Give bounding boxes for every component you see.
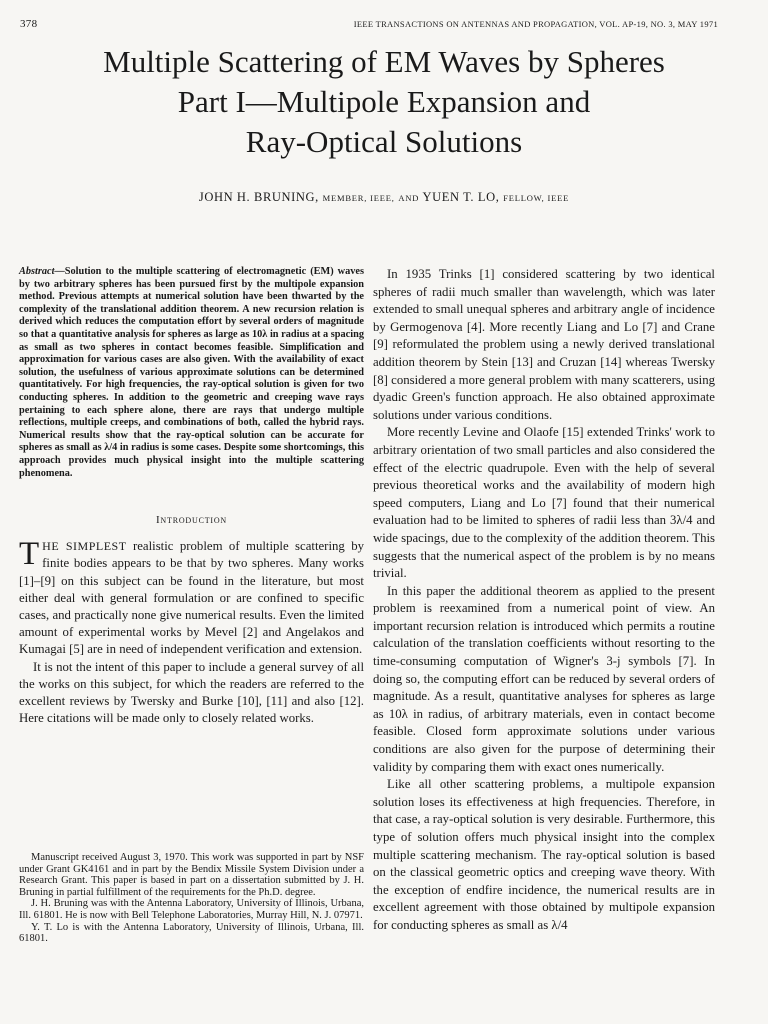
drop-cap: T xyxy=(19,536,40,573)
author-1-grade: MEMBER, IEEE, xyxy=(322,193,395,203)
left-column xyxy=(19,266,364,727)
footnote-bruning: J. H. Bruning was with the Antenna Laboratory, University of Illinois, Urbana, Ill. 61801. He is now with Bell Telephone Laboratories, Murray Hill, N. J. 07971. xyxy=(19,898,364,921)
running-header xyxy=(20,18,718,32)
title-line-3: Ray-Optical Solutions xyxy=(245,124,523,159)
author-1-name: JOHN H. BRUNING, xyxy=(198,190,319,204)
paper-title xyxy=(20,42,748,162)
right-paragraph-4: Like all other scattering problems, a multipole expansion solution loses its effectiveness at high frequencies. Therefore, in that case, a ray-optical solution is very desirable. Furthermore, this type of solution offers much physical insight into the complex multiple scattering mechanism. The ray-optical solution is based on the classical geometric optics and creeping wave theory. With the exception of endfire incidence, the numerical results are in excellent agreement with those obtained by multipole expansion for conducting spheres as small as λ/4 xyxy=(373,777,715,932)
footnotes xyxy=(19,852,364,945)
right-paragraph-2: More recently Levine and Olaofe [15] extended Trinks' work to arbitrary orientation of two small particles and also considered the effect of the electric quadrupole. Even with the help of several previous theoretical works and the availability of modern high speed computers, Liang and Lo [7] found that their numerical evaluation had to be limited to spheres of radii less than 3λ/4 and wide spacings, due to the complexity of the addition theorem. This suggests that the numerical aspect of the problem is by no means trivial. xyxy=(373,425,715,581)
intro-paragraph-2: It is not the intent of this paper to include a general survey of all the works on this subject, for which the readers are referred to the excellent reviews by Twersky and Burke [10], [11] and also [12]. Here citations will be made only to closely related works. xyxy=(19,659,364,726)
journal-citation: IEEE TRANSACTIONS ON ANTENNAS AND PROPAGATION, VOL. AP-19, NO. 3, MAY 1971 xyxy=(353,19,718,29)
right-paragraph-3: In this paper the additional theorem as applied to the present problem is reexamined from a numerical point of view. An important recursion relation is introduced which permits a routine calculation of the translation coefficients without resorting to the time-consuming computation of Wigner's 3-j symbols [7]. In doing so, the computing effort can be reduced by several orders of magnitude. As a result, quantitative analyses for spheres as large as 10λ in radius, of arbitrary materials, even in contact become feasible. Closed form approximate solutions under various conditions are also given for the purpose of determining their validity by comparing them with exact ones numerically. xyxy=(373,583,715,774)
title-line-2: Part I—Multipole Expansion and xyxy=(177,84,591,119)
footnote-lo: Y. T. Lo is with the Antenna Laboratory, University of Illinois, Urbana, Ill. 61801. xyxy=(19,921,364,945)
section-heading-introduction: Introduction xyxy=(155,514,228,527)
abstract-lead: Abstract— xyxy=(19,266,65,277)
abstract-text: Solution to the multiple scattering of electromagnetic (EM) waves by two arbitrary spheres has been pursued first by the multipole expansion method. Previous attempts at numerical solution have been thwarted by the complexity of the translational addition theorem. A new recursion relation is derived which reduces the computation effort by several orders of magnitude so that a quantitative analysis for spheres as large as 10λ in radius at a spacing as small as two spheres in contact becomes feasible. Simplification and approximation for various cases are also given. With the availability of exact solution, the usefulness of various approximate solutions can be determined quantitatively. For high frequencies, the ray-optical solution is given for two conducting spheres. In addition to the geometric and creeping wave rays pertaining to each sphere alone, there are rays that undergo multiple reflections, multiple creeps, and combinations of both, called the hybrid rays. Numerical results show that the ray-optical solution can be accurate for spheres as small as λ/4 in radius is some cases. Despite some shortcomings, this approach provides much physical insight into the multiple scattering phenomena. xyxy=(19,266,364,479)
page-number: 378 xyxy=(20,18,38,30)
right-paragraph-1: In 1935 Trinks [1] considered scattering by two identical spheres of radii much smaller than wavelength, which was later extended to small unequal spheres and arbitrary angle of incidence by Germogenova [4]. More recently Liang and Lo [7] and Crane [9] reformulated the problem using a newly derived translational addition theorem by Stein [13] and Cruzan [14] whereas Twersky [8] considered a more general problem with many scatterers, using dyadic Green's function approach. He also obtained approximate solutions under various conditions. xyxy=(373,267,715,422)
intro-paragraph-1-text: realistic problem of multiple scattering by finite bodies appears to be that by two spheres. Many works [1]–[9] on this subject can be found in the literature, but most either deal with general formulation or are confined to specific cases, and practically none give numerical results. Even the limited amount of experimental works by Mevel [2] and Angelakos and Kumagai [5] are in need of independent verification and extension. xyxy=(19,539,364,657)
footnote-manuscript: Manuscript received August 3, 1970. This work was supported in part by NSF under Grant GK4161 and in part by the Bendix Missile System Division under a Research Grant. This paper is based in part on a dissertation submitted by J. H. Bruning in partial fulfillment of the requirements for the Ph.D. degree. xyxy=(19,852,364,898)
right-column xyxy=(373,266,715,935)
author-conjunction: AND xyxy=(398,193,420,203)
author-line xyxy=(20,190,748,205)
abstract xyxy=(19,266,364,480)
intro-caps: HE SIMPLEST xyxy=(42,539,127,554)
title-line-1: Multiple Scattering of EM Waves by Spheres xyxy=(103,44,665,79)
author-2-name: YUEN T. LO, xyxy=(422,190,500,204)
intro-paragraph-1 xyxy=(19,538,364,658)
author-2-grade: FELLOW, IEEE xyxy=(503,193,570,203)
